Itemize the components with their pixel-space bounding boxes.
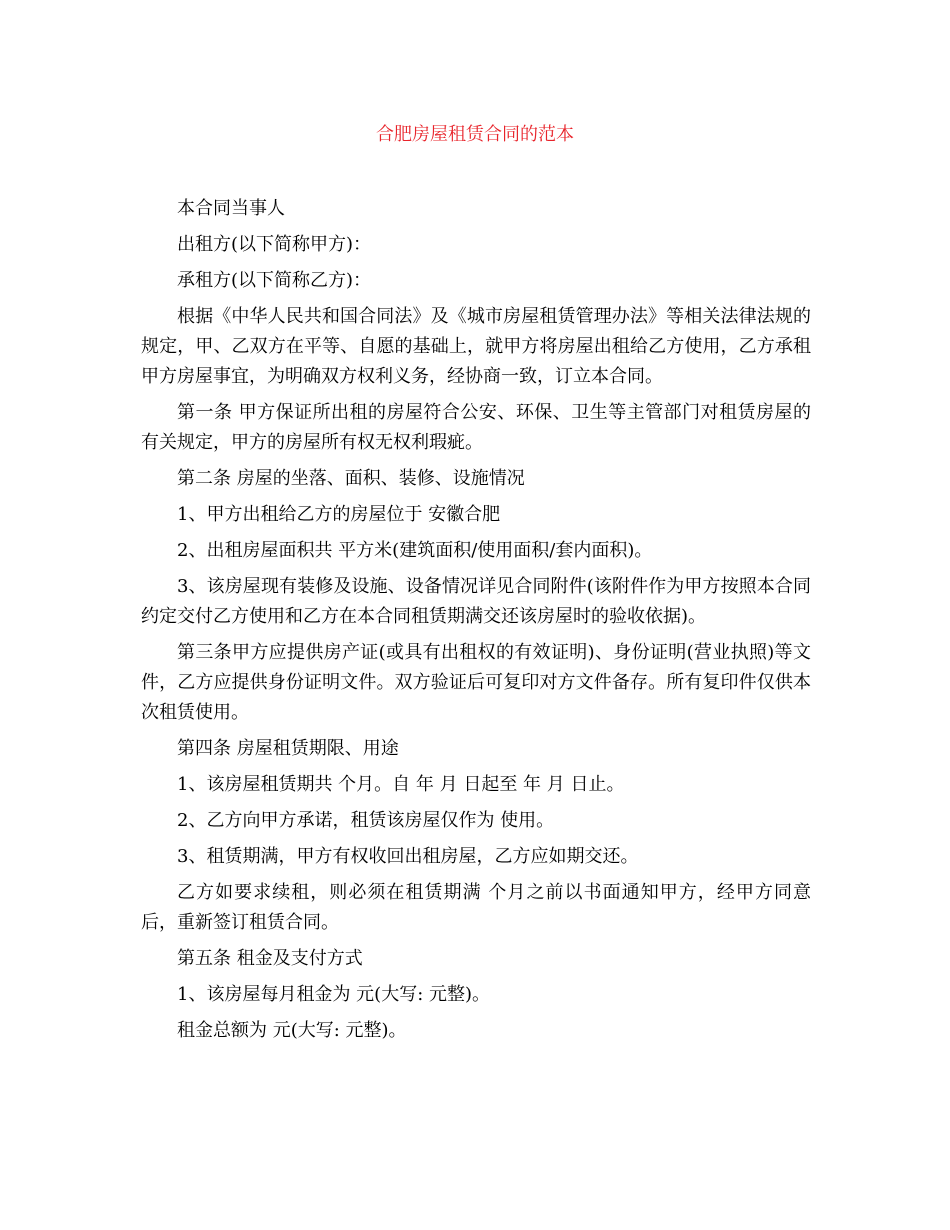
paragraph-parties-heading: 本合同当事人 bbox=[177, 198, 285, 219]
paragraph-article-4-heading: 第四条 房屋租赁期限、用途 bbox=[177, 738, 399, 759]
paragraph-article-2-heading: 第二条 房屋的坐落、面积、装修、设施情况 bbox=[177, 468, 525, 489]
paragraph-lessor: 出租方(以下简称甲方)： bbox=[177, 234, 372, 255]
paragraph-article-2-item-1: 1、甲方出租给乙方的房屋位于 安徽合肥 bbox=[177, 504, 501, 525]
paragraph-article-1: 第一条 甲方保证所出租的房屋符合公安、环保、卫生等主管部门对租赁房屋的有关规定，甲方的房屋所有权无权利瑕疵。 bbox=[141, 402, 811, 453]
paragraph-article-4-item-3: 3、租赁期满，甲方有权收回出租房屋，乙方应如期交还。 bbox=[177, 846, 639, 867]
paragraph-article-4-item-2: 2、乙方向甲方承诺，租赁该房屋仅作为 使用。 bbox=[177, 810, 555, 831]
paragraph-article-4-item-1: 1、该房屋租赁期共 个月。自 年 月 日起至 年 月 日止。 bbox=[177, 774, 625, 795]
paragraph-article-3: 第三条甲方应提供房产证(或具有出租权的有效证明)、身份证明(营业执照)等文件，乙方应提供身份证明文件。双方验证后可复印对方文件备存。所有复印件仅供本次租赁使用。 bbox=[141, 642, 811, 723]
paragraph-article-5-item-1: 1、该房屋每月租金为 元(大写: 元整)。 bbox=[177, 984, 491, 1005]
paragraph-article-2-item-2: 2、出租房屋面积共 平方米(建筑面积/使用面积/套内面积)。 bbox=[177, 540, 653, 561]
paragraph-renewal: 乙方如要求续租，则必须在租赁期满 个月之前以书面通知甲方，经甲方同意后，重新签订租赁合同。 bbox=[141, 882, 811, 933]
document-title: 合肥房屋租赁合同的范本 bbox=[376, 124, 574, 145]
paragraph-article-5-heading: 第五条 租金及支付方式 bbox=[177, 948, 363, 969]
paragraph-lessee: 承租方(以下简称乙方)： bbox=[177, 270, 372, 291]
document-body bbox=[141, 194, 811, 1052]
paragraph-article-2-item-3: 3、该房屋现有装修及设施、设备情况详见合同附件(该附件作为甲方按照本合同约定交付乙方使用和乙方在本合同租赁期满交还该房屋时的验收依据)。 bbox=[141, 576, 811, 627]
paragraph-total-rent: 租金总额为 元(大写: 元整)。 bbox=[177, 1020, 407, 1041]
paragraph-preamble: 根据《中华人民共和国合同法》及《城市房屋租赁管理办法》等相关法律法规的规定，甲、乙双方在平等、自愿的基础上，就甲方将房屋出租给乙方使用，乙方承租甲方房屋事宜，为明确双方权利义务，经协商一致，订立本合同。 bbox=[141, 306, 811, 387]
